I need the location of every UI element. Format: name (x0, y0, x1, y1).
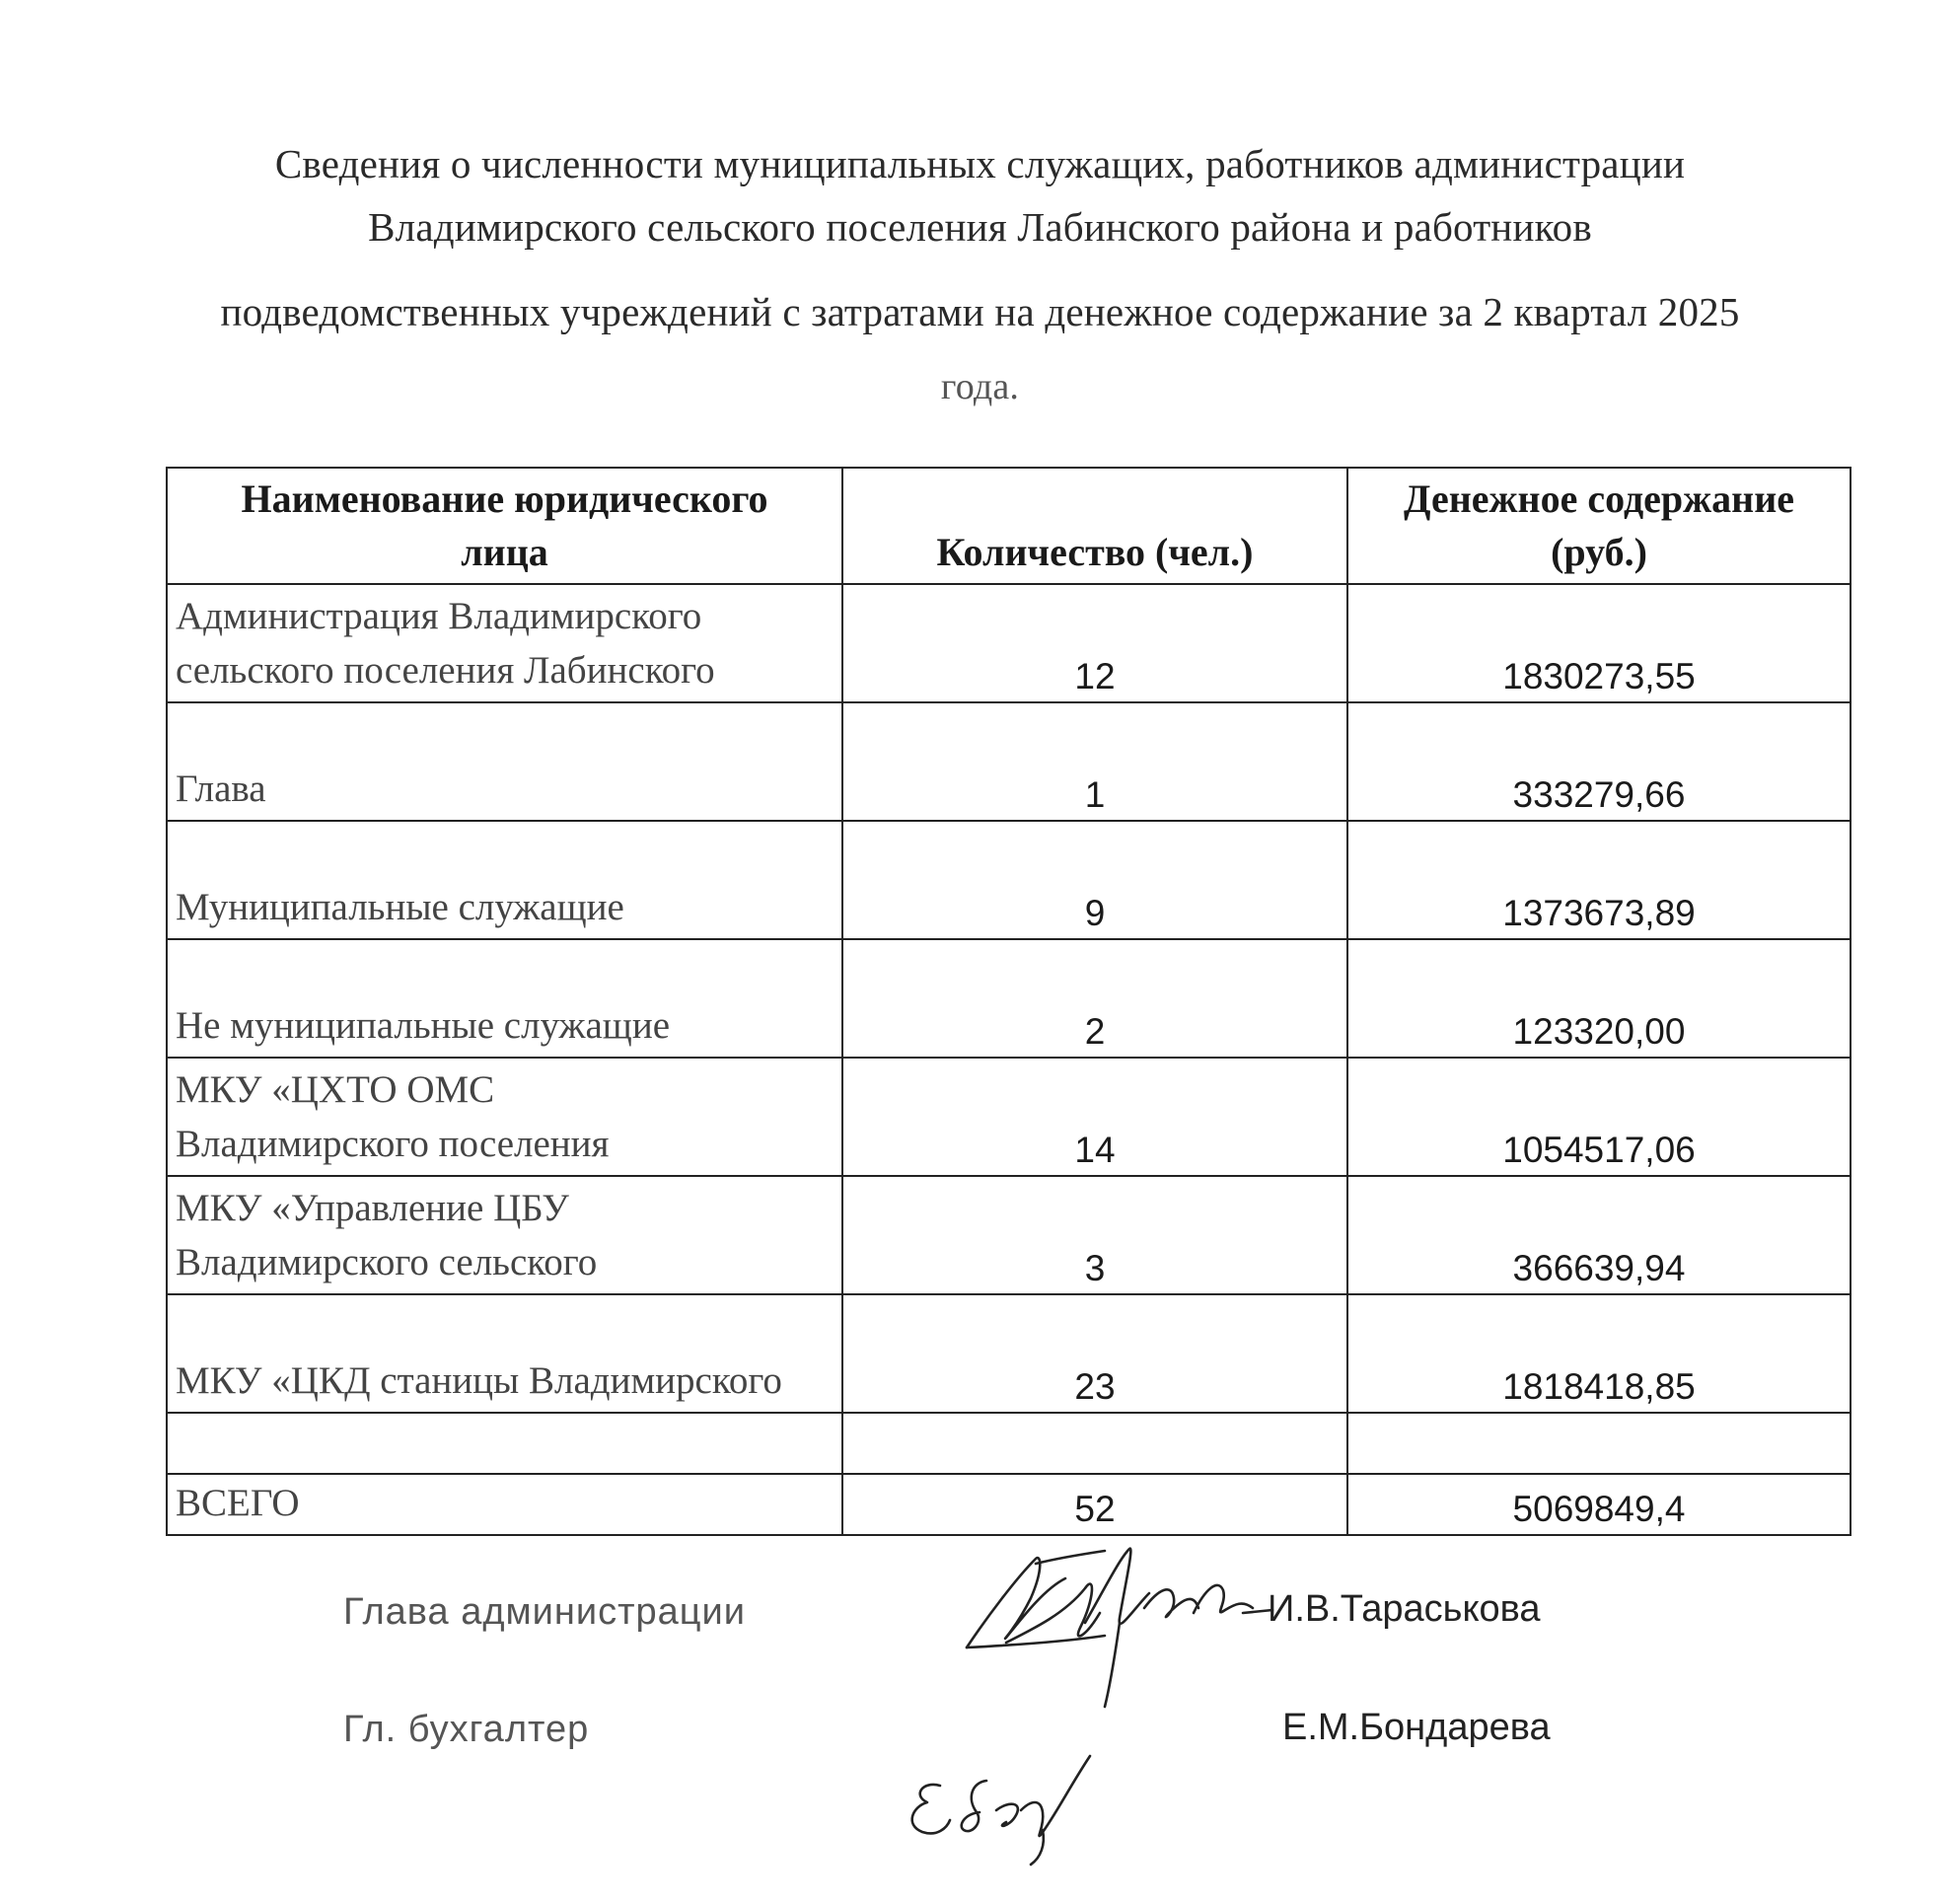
header-money-line-2: (руб.) (1551, 530, 1647, 574)
row-quantity: 23 (842, 1294, 1347, 1413)
row-money: 1830273,55 (1347, 584, 1851, 702)
total-label: ВСЕГО (167, 1474, 842, 1535)
row-quantity: 14 (842, 1058, 1347, 1176)
row-name-line-1 (176, 944, 834, 998)
row-quantity: 12 (842, 584, 1347, 702)
row-name (167, 939, 842, 1058)
row-name-line-2: Владимирского поселения (176, 1123, 610, 1165)
table-row (167, 584, 1851, 702)
row-name-line-2: Не муниципальные служащие (176, 1004, 671, 1047)
row-name-line-2: Муниципальные служащие (176, 886, 624, 928)
table-row-empty (167, 1413, 1851, 1474)
header-money-line-1: Денежное содержание (1403, 476, 1795, 521)
header-money (1347, 468, 1851, 584)
row-name (167, 1176, 842, 1294)
row-name-line-2: Глава (176, 768, 266, 810)
head-of-administration-label: Глава администрации (343, 1591, 746, 1633)
row-name (167, 821, 842, 939)
table-header-row (167, 468, 1851, 584)
table-row (167, 702, 1851, 821)
row-name-line-1 (176, 826, 834, 880)
total-money: 5069849,4 (1347, 1474, 1851, 1535)
row-name-line-1 (176, 707, 834, 762)
row-money: 1818418,85 (1347, 1294, 1851, 1413)
table-row (167, 821, 1851, 939)
empty-cell (842, 1413, 1347, 1474)
row-quantity: 1 (842, 702, 1347, 821)
row-quantity: 2 (842, 939, 1347, 1058)
table-row (167, 1058, 1851, 1176)
accountant-signature-icon (893, 1741, 1120, 1869)
row-money: 1054517,06 (1347, 1058, 1851, 1176)
row-money: 1373673,89 (1347, 821, 1851, 939)
row-name-line-2: Владимирского сельского (176, 1241, 598, 1283)
row-quantity: 3 (842, 1176, 1347, 1294)
empty-cell (167, 1413, 842, 1474)
header-legal-entity (167, 468, 842, 584)
table-row (167, 1294, 1851, 1413)
total-quantity: 52 (842, 1474, 1347, 1535)
staff-cost-table (166, 467, 1851, 1536)
row-money: 333279,66 (1347, 702, 1851, 821)
row-name-line-1: МКУ «Управление ЦБУ (176, 1187, 569, 1229)
document-title-line-2: Владимирского сельского поселения Лабинского района и работников (368, 204, 1592, 250)
document-title-line-4: года. (940, 366, 1020, 407)
row-quantity: 9 (842, 821, 1347, 939)
row-name-line-2: сельского поселения Лабинского (176, 649, 715, 692)
row-name (167, 584, 842, 702)
row-name-line-1: МКУ «ЦХТО ОМС (176, 1068, 495, 1111)
table-row (167, 1176, 1851, 1294)
row-money: 366639,94 (1347, 1176, 1851, 1294)
header-legal-entity-line-2: лица (461, 530, 548, 574)
head-signature-icon (947, 1519, 1282, 1717)
row-money: 123320,00 (1347, 939, 1851, 1058)
empty-cell (1347, 1413, 1851, 1474)
document-title-line-1: Сведения о численности муниципальных служащих, работников администрации (274, 141, 1686, 186)
header-quantity: Количество (чел.) (842, 468, 1347, 584)
header-legal-entity-line-1: Наименование юридического (241, 476, 768, 521)
row-name-line-2: МКУ «ЦКД станицы Владимирского (176, 1359, 782, 1402)
chief-accountant-name: Е.М.Бондарева (1282, 1707, 1551, 1748)
table-row (167, 939, 1851, 1058)
chief-accountant-label: Гл. бухгалтер (343, 1709, 590, 1750)
row-name (167, 1294, 842, 1413)
row-name-line-1 (176, 1299, 834, 1354)
row-name-line-1: Администрация Владимирского (176, 595, 702, 637)
head-of-administration-name: И.В.Тараськова (1268, 1588, 1541, 1630)
row-name (167, 1058, 842, 1176)
document-title-line-3: подведомственных учреждений с затратами на денежное содержание за 2 квартал 2025 (220, 289, 1740, 334)
row-name (167, 702, 842, 821)
